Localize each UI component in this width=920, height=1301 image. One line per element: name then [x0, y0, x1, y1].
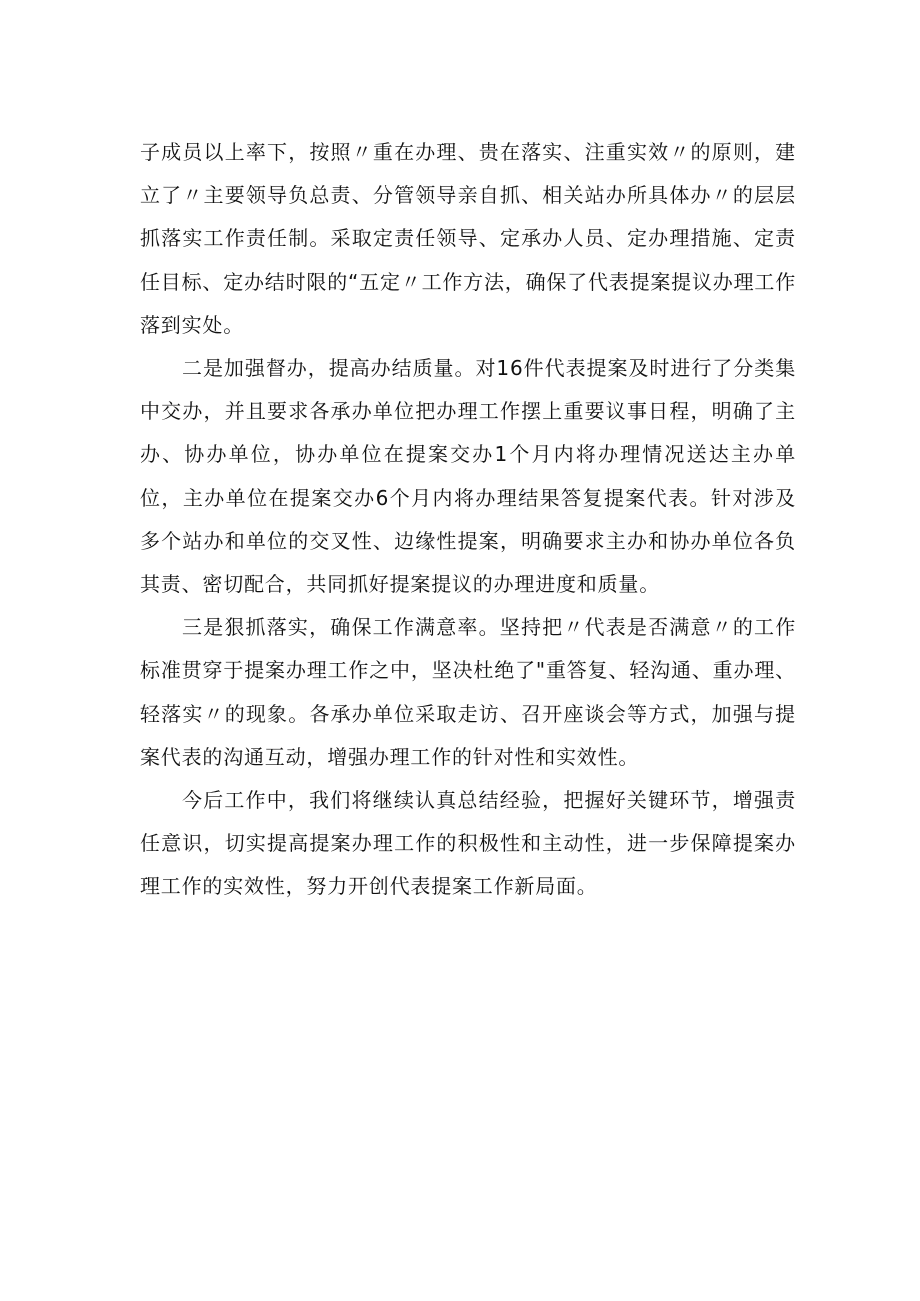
- paragraph-future-work: 今后工作中，我们将继续认真总结经验，把握好关键环节，增强责任意识，切实提高提案办理工作的积极性和主动性，进一步保障提案办理工作的实效性，努力开创代表提案工作新局面。: [140, 788, 796, 899]
- paragraph-supervision: 二是加强督办，提高办结质量。对16件代表提案及时进行了分类集中交办，并且要求各承办单位把办理工作摆上重要议事日程，明确了主办、协办单位，协办单位在提案交办1个月内将办理情况送达主办单位，主办单位在提案交办6个月内将办理结果答复提案代表。针对涉及多个站办和单位的交叉性、边缘性提案，明确要求主办和协办单位各负其责、密切配合，共同抓好提案提议的办理进度和质量。: [140, 356, 796, 597]
- document-body: [140, 131, 796, 909]
- paragraph-continuation: 子成员以上率下，按照〃重在办理、贵在落实、注重实效〃的原则，建立了〃主要领导负总责、分管领导亲自抓、相关站办所具体办〃的层层抓落实工作责任制。采取定责任领导、定承办人员、定办理措施、定责任目标、定办结时限的“五定〃工作方法，确保了代表提案提议办理工作落到实处。: [140, 140, 796, 337]
- paragraph-implementation: 三是狠抓落实，确保工作满意率。坚持把〃代表是否满意〃的工作标准贯穿于提案办理工作之中，坚决杜绝了"重答复、轻沟通、重办理、轻落实〃的现象。各承办单位采取走访、召开座谈会等方式，加强与提案代表的沟通互动，增强办理工作的针对性和实效性。: [140, 615, 796, 769]
